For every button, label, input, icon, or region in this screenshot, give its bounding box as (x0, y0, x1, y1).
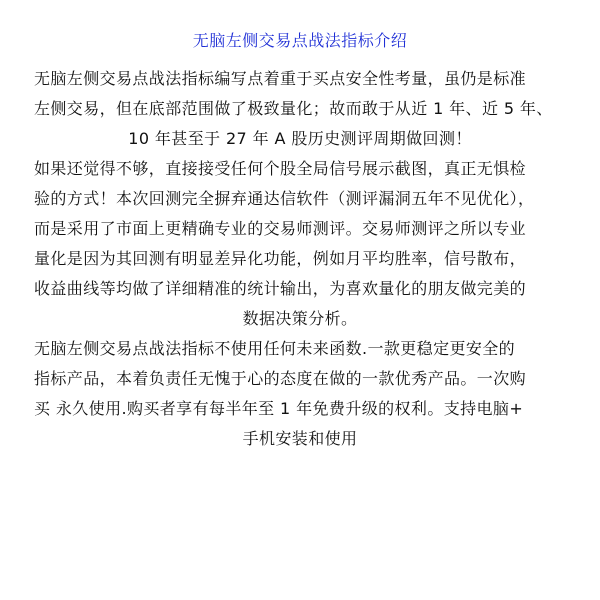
paragraph-line-7: 量化是因为其回测有明显差异化功能，例如月平均胜率，信号散布， (34, 249, 527, 268)
paragraph-line-13: 手机安装和使用 (242, 429, 358, 448)
paragraph-line-3: 10 年甚至于 27 年 A 股历史测评周期做回测！ (128, 129, 472, 148)
paragraph-line-9: 数据决策分析。 (242, 309, 358, 328)
paragraph-line-4: 如果还觉得不够，直接接受任何个股全局信号展示截图，真正无惧检 (34, 159, 527, 178)
paragraph-line-5: 验的方式！本次回测完全摒弃通达信软件（测评漏洞五年不见优化）， (34, 189, 535, 208)
paragraph-line-6: 而是采用了市面上更精确专业的交易师测评。交易师测评之所以专业 (34, 219, 527, 238)
document-title: 无脑左侧交易点战法指标介绍 (192, 31, 408, 50)
paragraph-line-12: 买 永久使用.购买者享有每半年至 1 年免费升级的权利。支持电脑+ (34, 399, 524, 418)
paragraph-line-8: 收益曲线等均做了详细精准的统计输出，为喜欢量化的朋友做完美的 (34, 279, 527, 298)
paragraph-line-11: 指标产品，本着负责任无愧于心的态度在做的一款优秀产品。一次购 (34, 369, 527, 388)
paragraph-line-1: 无脑左侧交易点战法指标编写点着重于买点安全性考量，虽仍是标准 (34, 69, 527, 88)
paragraph-line-2: 左侧交易，但在底部范围做了极致量化；故而敢于从近 1 年、近 5 年、 (34, 99, 553, 118)
paragraph-line-10: 无脑左侧交易点战法指标不使用任何未来函数.一款更稳定更安全的 (34, 339, 516, 358)
